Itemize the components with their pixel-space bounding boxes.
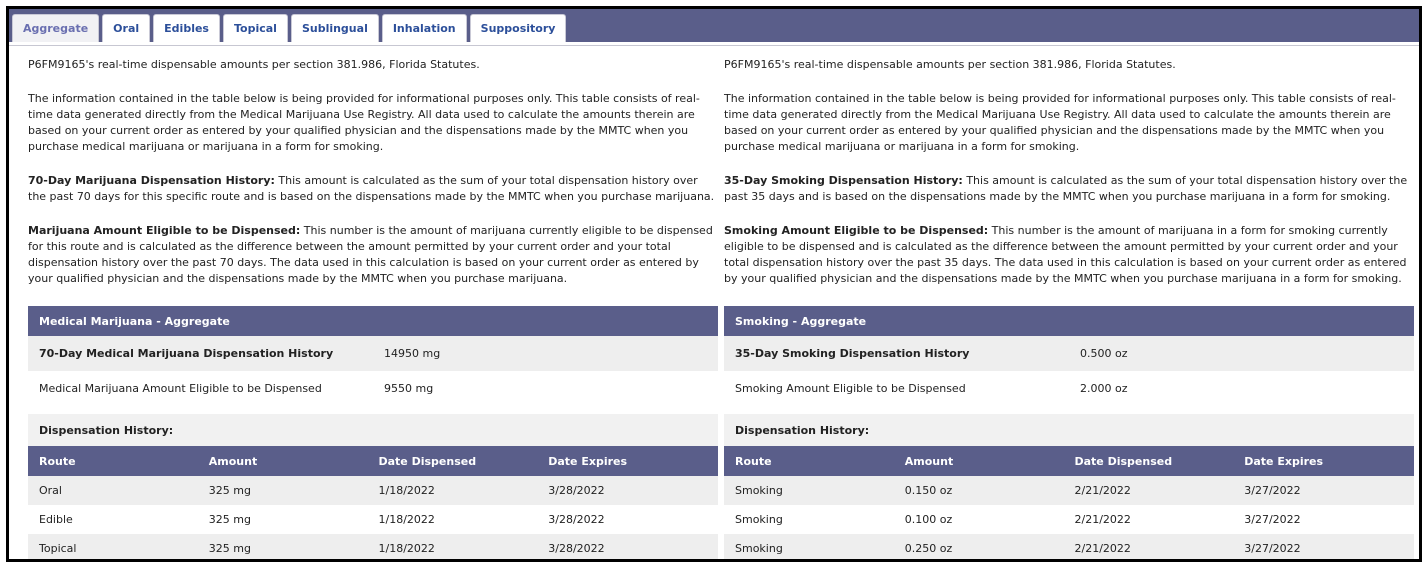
table-row (28, 505, 718, 534)
cell-amount: 325 mg (208, 484, 251, 497)
cell-route: Smoking (735, 513, 783, 526)
cell-amount: 325 mg (208, 513, 251, 526)
table-row (28, 476, 718, 505)
tab-sublingual[interactable]: Sublingual (291, 14, 379, 42)
cell-date-expires: 3/27/2022 (1244, 513, 1301, 526)
intro-text: P6FM9165's real-time dispensable amounts per section 381.986, Florida Statutes. (28, 58, 480, 71)
table-row (724, 476, 1414, 505)
info-text: The information contained in the table below is being provided for informational purposes only. This table consists of real-time data generated directly from the Medical Marijuana Use Registry. All data used to calculate the amounts therein are based on your current order as entered by your qualified physician and the dispensations made by the MMTC when you purchase medical marijuana or marijuana in a form for smoking. (724, 92, 1396, 153)
history-term: 35-Day Smoking Dispensation History: (724, 174, 963, 187)
eligible-description: This number is the amount of marijuana currently eligible to be dispensed for this route and is calculated as the difference between the amount permitted by your current order and your total dispensation history over the past 70 days. The data used in this calculation is based on your current order as entered by your qualified physician and the dispensations made by the MMTC when you purchase marijuana. (28, 224, 713, 285)
cell-date-dispensed: 1/18/2022 (378, 513, 435, 526)
cell-date-expires: 3/28/2022 (548, 484, 605, 497)
smoking-panel (724, 46, 1414, 555)
history-description: This amount is calculated as the sum of your total dispensation history over the past 70 days for this specific route and is based on the dispensations made by the MMTC when you purchase marijuana. (28, 174, 715, 203)
history-description: This amount is calculated as the sum of your total dispensation history over the past 35 days and is based on the dispensations made by the MMTC when you purchase marijuana in a form for smoking. (724, 174, 1408, 203)
cell-date-dispensed: 1/18/2022 (378, 542, 435, 555)
history-table-header (28, 446, 718, 476)
table-row (724, 505, 1414, 534)
column-header-amount: Amount (208, 454, 258, 468)
summary-label: Smoking Amount Eligible to be Dispensed (735, 382, 966, 395)
table-row (724, 534, 1414, 562)
tab-topical[interactable]: Topical (223, 14, 288, 42)
eligible-definition (28, 223, 718, 287)
cell-route: Oral (39, 484, 62, 497)
history-definition (724, 173, 1414, 205)
tab-edibles[interactable]: Edibles (153, 14, 220, 42)
summary-label: Medical Marijuana Amount Eligible to be Dispensed (39, 382, 322, 395)
cell-date-expires: 3/27/2022 (1244, 542, 1301, 555)
tab-bar (9, 9, 1419, 42)
medical-marijuana-panel (28, 46, 718, 555)
eligible-term: Marijuana Amount Eligible to be Dispensed: (28, 224, 301, 237)
cell-date-dispensed: 1/18/2022 (378, 484, 435, 497)
column-header-route: Route (39, 454, 76, 468)
column-header-date-dispensed: Date Dispensed (378, 454, 477, 468)
column-header-route: Route (735, 454, 772, 468)
cell-route: Topical (39, 542, 77, 555)
cell-amount: 0.150 oz (904, 484, 953, 497)
tab-oral[interactable]: Oral (102, 14, 150, 42)
summary-row (724, 371, 1414, 406)
info-text: The information contained in the table below is being provided for informational purposes only. This table consists of real-time data generated directly from the Medical Marijuana Use Registry. All data used to calculate the amounts therein are based on your current order as entered by your qualified physician and the dispensations made by the MMTC when you purchase medical marijuana or marijuana in a form for smoking. (28, 92, 700, 153)
summary-value: 0.500 oz (1080, 347, 1128, 360)
cell-date-dispensed: 2/21/2022 (1074, 542, 1131, 555)
summary-header: Medical Marijuana - Aggregate (28, 306, 718, 336)
table-row (28, 534, 718, 562)
tab-inhalation[interactable]: Inhalation (382, 14, 467, 42)
summary-value: 2.000 oz (1080, 382, 1128, 395)
tab-aggregate[interactable]: Aggregate (12, 14, 99, 42)
eligible-term: Smoking Amount Eligible to be Dispensed: (724, 224, 989, 237)
cell-date-expires: 3/28/2022 (548, 513, 605, 526)
column-header-date-expires: Date Expires (548, 454, 628, 468)
cell-route: Edible (39, 513, 73, 526)
eligible-description: This number is the amount of marijuana in a form for smoking currently eligible to be dispensed and is calculated as the difference between the amount permitted by your current order and your total dispensation history over the past 35 days. The data used in this calculation is based on your current order as entered by your qualified physician and the dispensations made by the MMTC when you purchase marijuana in a form for smoking. (724, 224, 1407, 285)
history-definition (28, 173, 718, 205)
cell-date-expires: 3/28/2022 (548, 542, 605, 555)
dispensation-history-label: Dispensation History: (28, 414, 718, 446)
tab-content (9, 45, 1419, 559)
history-term: 70-Day Marijuana Dispensation History: (28, 174, 275, 187)
cell-route: Smoking (735, 542, 783, 555)
cell-amount: 0.100 oz (904, 513, 953, 526)
cell-amount: 0.250 oz (904, 542, 953, 555)
cell-date-expires: 3/27/2022 (1244, 484, 1301, 497)
eligible-definition (724, 223, 1414, 287)
column-header-date-dispensed: Date Dispensed (1074, 454, 1173, 468)
cell-date-dispensed: 2/21/2022 (1074, 484, 1131, 497)
column-header-date-expires: Date Expires (1244, 454, 1324, 468)
summary-label: 35-Day Smoking Dispensation History (735, 347, 970, 360)
app-frame (6, 6, 1422, 562)
summary-header: Smoking - Aggregate (724, 306, 1414, 336)
history-table-header (724, 446, 1414, 476)
summary-row (724, 336, 1414, 371)
summary-row (28, 371, 718, 406)
tab-suppository[interactable]: Suppository (470, 14, 567, 42)
dispensation-history-label: Dispensation History: (724, 414, 1414, 446)
cell-amount: 325 mg (208, 542, 251, 555)
summary-label: 70-Day Medical Marijuana Dispensation History (39, 347, 334, 360)
intro-text: P6FM9165's real-time dispensable amounts per section 381.986, Florida Statutes. (724, 58, 1176, 71)
cell-route: Smoking (735, 484, 783, 497)
cell-date-dispensed: 2/21/2022 (1074, 513, 1131, 526)
summary-value: 14950 mg (384, 347, 441, 360)
summary-row (28, 336, 718, 371)
smoking-tables (724, 306, 1414, 562)
column-header-amount: Amount (904, 454, 954, 468)
summary-value: 9550 mg (384, 382, 434, 395)
medical-marijuana-tables (28, 306, 718, 562)
